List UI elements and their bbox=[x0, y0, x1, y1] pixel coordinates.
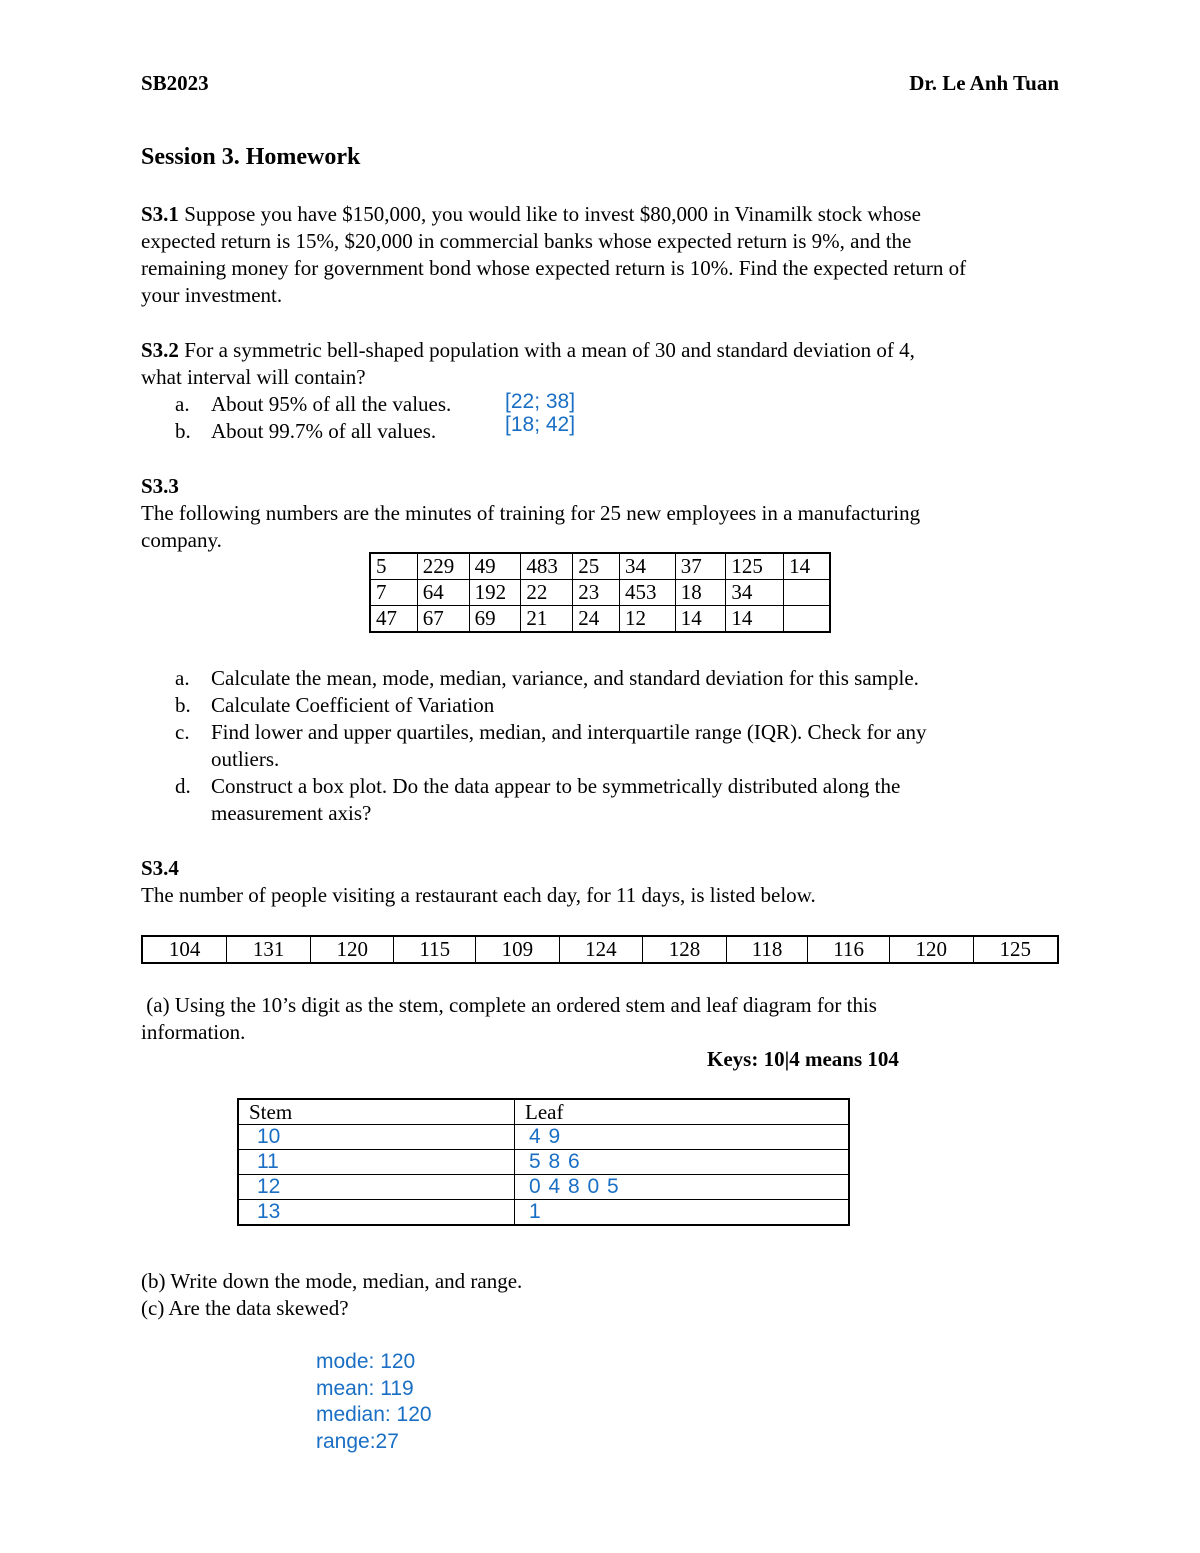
s32-label: S3.2 bbox=[141, 338, 179, 362]
table-cell bbox=[784, 606, 830, 633]
s34-part-a-line1: (a) Using the 10’s digit as the stem, complete an ordered stem and leaf diagram for this bbox=[141, 993, 877, 1017]
answer-range: range:27 bbox=[316, 1429, 399, 1453]
table-cell: 115 bbox=[394, 936, 476, 963]
table-cell: 7 bbox=[370, 580, 417, 606]
table-cell: 67 bbox=[417, 606, 469, 633]
s34-intro: The number of people visiting a restaurant each day, for 11 days, is listed below. bbox=[141, 883, 816, 907]
table-cell: 116 bbox=[808, 936, 890, 963]
visitors-row bbox=[142, 936, 1058, 963]
s32-item-a-text: About 95% of all the values. bbox=[211, 392, 452, 416]
table-cell: 12 bbox=[619, 606, 675, 633]
table-cell: 47 bbox=[370, 606, 417, 633]
table-cell: 22 bbox=[521, 580, 573, 606]
table-cell: 18 bbox=[675, 580, 726, 606]
stem-leaf-row bbox=[238, 1150, 849, 1175]
stem-leaf-row bbox=[238, 1125, 849, 1150]
s33-line2: company. bbox=[141, 528, 222, 552]
s33-item-c-text: Find lower and upper quartiles, median, and interquartile range (IQR). Check for any bbox=[211, 720, 927, 744]
table-row bbox=[370, 580, 830, 606]
stem-cell: 13 bbox=[238, 1200, 515, 1226]
s33-item-b-label: b. bbox=[175, 693, 191, 717]
s32-answer-a: [22; 38] bbox=[505, 390, 576, 413]
stem-cell: 10 bbox=[238, 1125, 515, 1150]
table-cell: 125 bbox=[726, 553, 784, 580]
s31-line4: your investment. bbox=[141, 283, 283, 307]
table-cell: 69 bbox=[469, 606, 521, 633]
table-cell: 14 bbox=[726, 606, 784, 633]
table-cell: 120 bbox=[889, 936, 973, 963]
leaf-cell: 1 bbox=[515, 1200, 850, 1226]
stem-cell: 11 bbox=[238, 1150, 515, 1175]
s34-part-c: (c) Are the data skewed? bbox=[141, 1296, 349, 1320]
s31-line3: remaining money for government bond whose expected return is 10%. Find the expected return of bbox=[141, 256, 967, 280]
table-cell: 5 bbox=[370, 553, 417, 580]
table-cell: 104 bbox=[142, 936, 227, 963]
table-cell: 64 bbox=[417, 580, 469, 606]
table-cell: 37 bbox=[675, 553, 726, 580]
s32-item-b-label: b. bbox=[175, 419, 191, 443]
table-cell: 24 bbox=[573, 606, 620, 633]
table-cell: 192 bbox=[469, 580, 521, 606]
visitors-table bbox=[141, 935, 1059, 964]
course-code: SB2023 bbox=[141, 71, 209, 95]
answer-mode: mode: 120 bbox=[316, 1350, 416, 1373]
leaf-header: Leaf bbox=[515, 1099, 850, 1125]
instructor-name: Dr. Le Anh Tuan bbox=[909, 71, 1059, 95]
table-cell: 483 bbox=[521, 553, 573, 580]
stem-leaf-header-row bbox=[238, 1099, 849, 1125]
table-cell: 25 bbox=[573, 553, 620, 580]
leaf-cell: 5 8 6 bbox=[515, 1150, 850, 1175]
table-cell: 14 bbox=[675, 606, 726, 633]
table-cell: 34 bbox=[619, 553, 675, 580]
table-cell: 131 bbox=[227, 936, 311, 963]
leaf-cell: 0 4 8 0 5 bbox=[515, 1175, 850, 1200]
table-cell: 124 bbox=[559, 936, 643, 963]
table-cell: 453 bbox=[619, 580, 675, 606]
s32-item-b-text: About 99.7% of all values. bbox=[211, 419, 437, 443]
table-cell: 21 bbox=[521, 606, 573, 633]
s31-line1-text: Suppose you have $150,000, you would like to invest $80,000 in Vinamilk stock whose bbox=[184, 202, 921, 226]
table-row bbox=[370, 553, 830, 580]
stem-leaf-key: Keys: 10|4 means 104 bbox=[707, 1047, 899, 1071]
page-title: Session 3. Homework bbox=[141, 144, 361, 170]
table-cell: 14 bbox=[784, 553, 830, 580]
answers-block bbox=[316, 1349, 432, 1455]
s33-item-c-label: c. bbox=[175, 720, 190, 744]
s33-label: S3.3 bbox=[141, 474, 179, 498]
table-cell: 125 bbox=[973, 936, 1058, 963]
table-cell: 34 bbox=[726, 580, 784, 606]
s32-line2: what interval will contain? bbox=[141, 365, 366, 389]
s32-answer-b: [18; 42] bbox=[505, 413, 576, 436]
s33-item-a-label: a. bbox=[175, 666, 190, 690]
s31-line1 bbox=[141, 201, 1059, 228]
s34-label: S3.4 bbox=[141, 856, 179, 880]
stem-header: Stem bbox=[238, 1099, 515, 1125]
s32-line1-text: For a symmetric bell-shaped population with a mean of 30 and standard deviation of 4, bbox=[184, 338, 915, 362]
table-cell: 118 bbox=[726, 936, 808, 963]
answer-mean: mean: 119 bbox=[316, 1376, 414, 1400]
stem-leaf-table bbox=[237, 1098, 850, 1226]
answer-median: median: 120 bbox=[316, 1403, 432, 1426]
s32-line1 bbox=[141, 337, 1059, 364]
s33-item-d-text-2: measurement axis? bbox=[211, 801, 372, 825]
s33-line1: The following numbers are the minutes of training for 25 new employees in a manufacturing bbox=[141, 501, 921, 525]
s32-block bbox=[141, 337, 1059, 391]
s33-item-b-text: Calculate Coefficient of Variation bbox=[211, 693, 495, 717]
s33-item-c-text-2: outliers. bbox=[211, 747, 280, 771]
s34-part-a-line2: information. bbox=[141, 1020, 246, 1044]
s31-label: S3.1 bbox=[141, 202, 179, 226]
stem-cell: 12 bbox=[238, 1175, 515, 1200]
table-cell: 120 bbox=[310, 936, 394, 963]
s33-item-d-label: d. bbox=[175, 774, 191, 798]
table-cell: 109 bbox=[476, 936, 560, 963]
stem-leaf-row bbox=[238, 1200, 849, 1226]
s34-part-b: (b) Write down the mode, median, and range. bbox=[141, 1269, 523, 1293]
s32-item-a-label: a. bbox=[175, 392, 190, 416]
s33-intro bbox=[141, 500, 1059, 554]
table-cell: 23 bbox=[573, 580, 620, 606]
s33-item-d-text: Construct a box plot. Do the data appear to be symmetrically distributed along the bbox=[211, 774, 901, 798]
leaf-cell: 4 9 bbox=[515, 1125, 850, 1150]
s31-line2: expected return is 15%, $20,000 in commercial banks whose expected return is 9%, and the bbox=[141, 229, 912, 253]
s33-item-a-text: Calculate the mean, mode, median, variance, and standard deviation for this sample. bbox=[211, 666, 919, 690]
table-row bbox=[370, 606, 830, 633]
training-minutes-table bbox=[369, 552, 831, 633]
stem-leaf-row bbox=[238, 1175, 849, 1200]
table-cell: 128 bbox=[643, 936, 727, 963]
table-cell: 49 bbox=[469, 553, 521, 580]
s31-block bbox=[141, 201, 1059, 309]
table-cell: 229 bbox=[417, 553, 469, 580]
table-cell bbox=[784, 580, 830, 606]
